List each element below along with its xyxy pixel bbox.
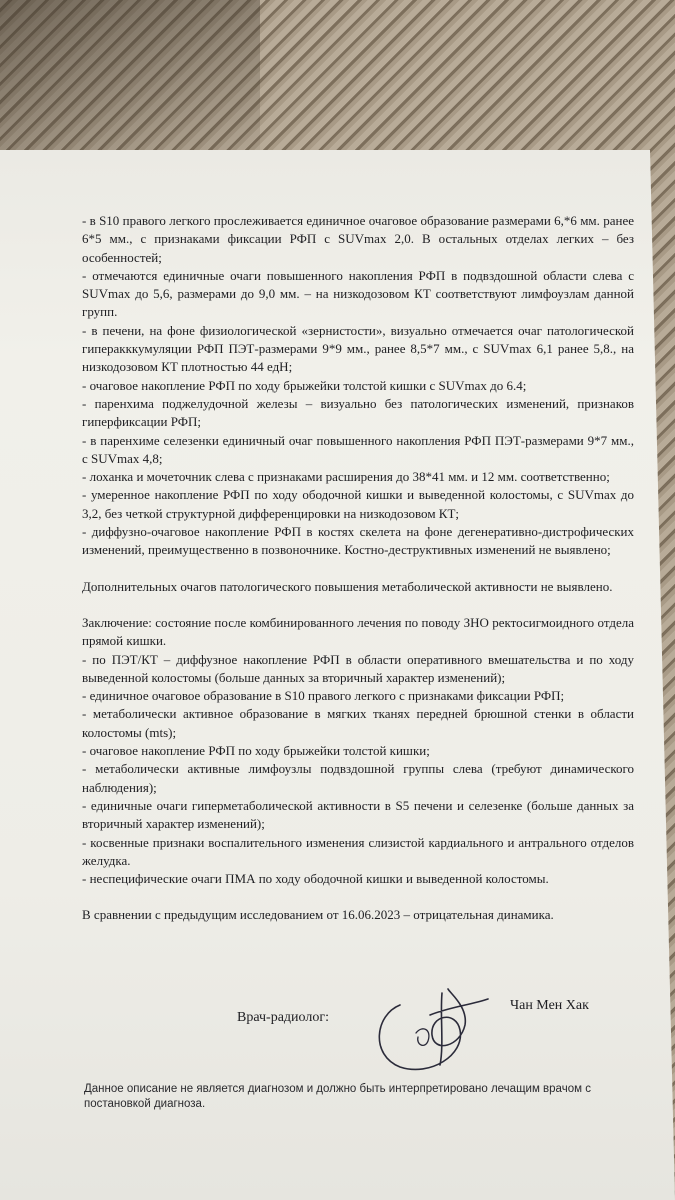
finding-lung: - в S10 правого легкого прослеживается единичное очаговое образование размерами 6,*6 мм. ранее 6*5 мм., с признаками фиксации РФП с SUVmax 2,0. В остальных отделах легких – без особенностей; xyxy=(82,213,634,265)
finding-liver: - в печени, на фоне физиологической «зернистости», визуально отмечается очаг патологической гиперакккумуляции РФП ПЭТ-размерами 9*9 мм., ранее 8,5*7 мм., с SUVmax 6,1 ранее 5,8., на низкодозовом КТ плотностью 44 едН; xyxy=(82,322,634,375)
additional-findings: Дополнительных очагов патологического повышения метаболической активности не выявлено. xyxy=(82,578,613,594)
finding-mesentery: - очаговое накопление РФП по ходу брыжейки толстой кишки с SUVmax до 6.4; xyxy=(82,377,527,393)
conclusion-heading: Заключение: состояние после комбинированного лечения по поводу ЗНО ректосигмоидного отдела прямой кишки. xyxy=(82,614,634,649)
conclusion-item: - метаболически активные лимфоузлы подвздошной группы слева (требуют динамического наблюдения); xyxy=(82,761,634,795)
disclaimer-note: Данное описание не является диагнозом и должно быть интерпретировано лечащим врачом с постановкой диагноза. xyxy=(84,1083,591,1110)
finding-iliac-nodes: - отмечаются единичные очаги повышенного накопления РФП в подвздошной области слева с SUVmax до 5,6, размерами до 9,0 мм. – на низкодозовом КТ соответствуют лимфоузлам данной групп. xyxy=(82,267,634,320)
report-body xyxy=(82,212,634,925)
finding-kidney: - лоханка и мочеточник слева с признаками расширения до 38*41 мм. и 12 мм. соответственно; xyxy=(82,469,610,485)
doctor-name: Чан Мен Хак xyxy=(510,998,589,1013)
signature-label: Врач-радиолог: xyxy=(237,1010,329,1025)
conclusion-item: - по ПЭТ/КТ – диффузное накопление РФП в области оперативного вмешательства и по ходу выведенной колостомы (больше данных за вторичный характер изменений); xyxy=(82,651,634,685)
conclusion-item: - метаболически активное образование в мягких тканях передней брюшной стенки в области колостомы (mts); xyxy=(82,706,634,740)
handwritten-signature-icon xyxy=(370,985,510,1075)
conclusion-item: - единичные очаги гиперметаболической активности в S5 печени и селезенке (больше данных за вторичный характер изменений); xyxy=(82,797,634,832)
finding-pancreas: - паренхима поджелудочной железы – визуально без патологических изменений, признаков гиперфиксации РФП; xyxy=(82,395,634,430)
conclusion-item: - неспецифические очаги ПМА по ходу ободочной кишки и выведенной колостомы. xyxy=(82,871,549,887)
finding-colon: - умеренное накопление РФП по ходу ободочной кишки и выведенной колостомы, с SUVmax до 3,2, без четкой структурной дифференцировки на низкодозовом КТ; xyxy=(82,487,634,521)
comparison-statement: В сравнении с предыдущим исследованием от 16.06.2023 – отрицательная динамика. xyxy=(82,907,554,923)
conclusion-item: - единичное очаговое образование в S10 правого легкого с признаками фиксации РФП; xyxy=(82,688,565,704)
conclusion-item: - очаговое накопление РФП по ходу брыжейки толстой кишки; xyxy=(82,743,430,759)
conclusion-item: - косвенные признаки воспалительного изменения слизистой кардиального и антрального отделов желудка. xyxy=(82,834,634,868)
signature-block xyxy=(0,998,675,1058)
finding-spleen: - в паренхиме селезенки единичный очаг повышенного накопления РФП ПЭТ-размерами 9*7 мм., с SUVmax 4,8; xyxy=(82,432,634,466)
finding-skeleton: - диффузно-очаговое накопление РФП в костях скелета на фоне дегенеративно-дистрофических изменений, преимущественно в позвоночнике. Костно-деструктивных изменений не выявлено; xyxy=(82,524,634,558)
